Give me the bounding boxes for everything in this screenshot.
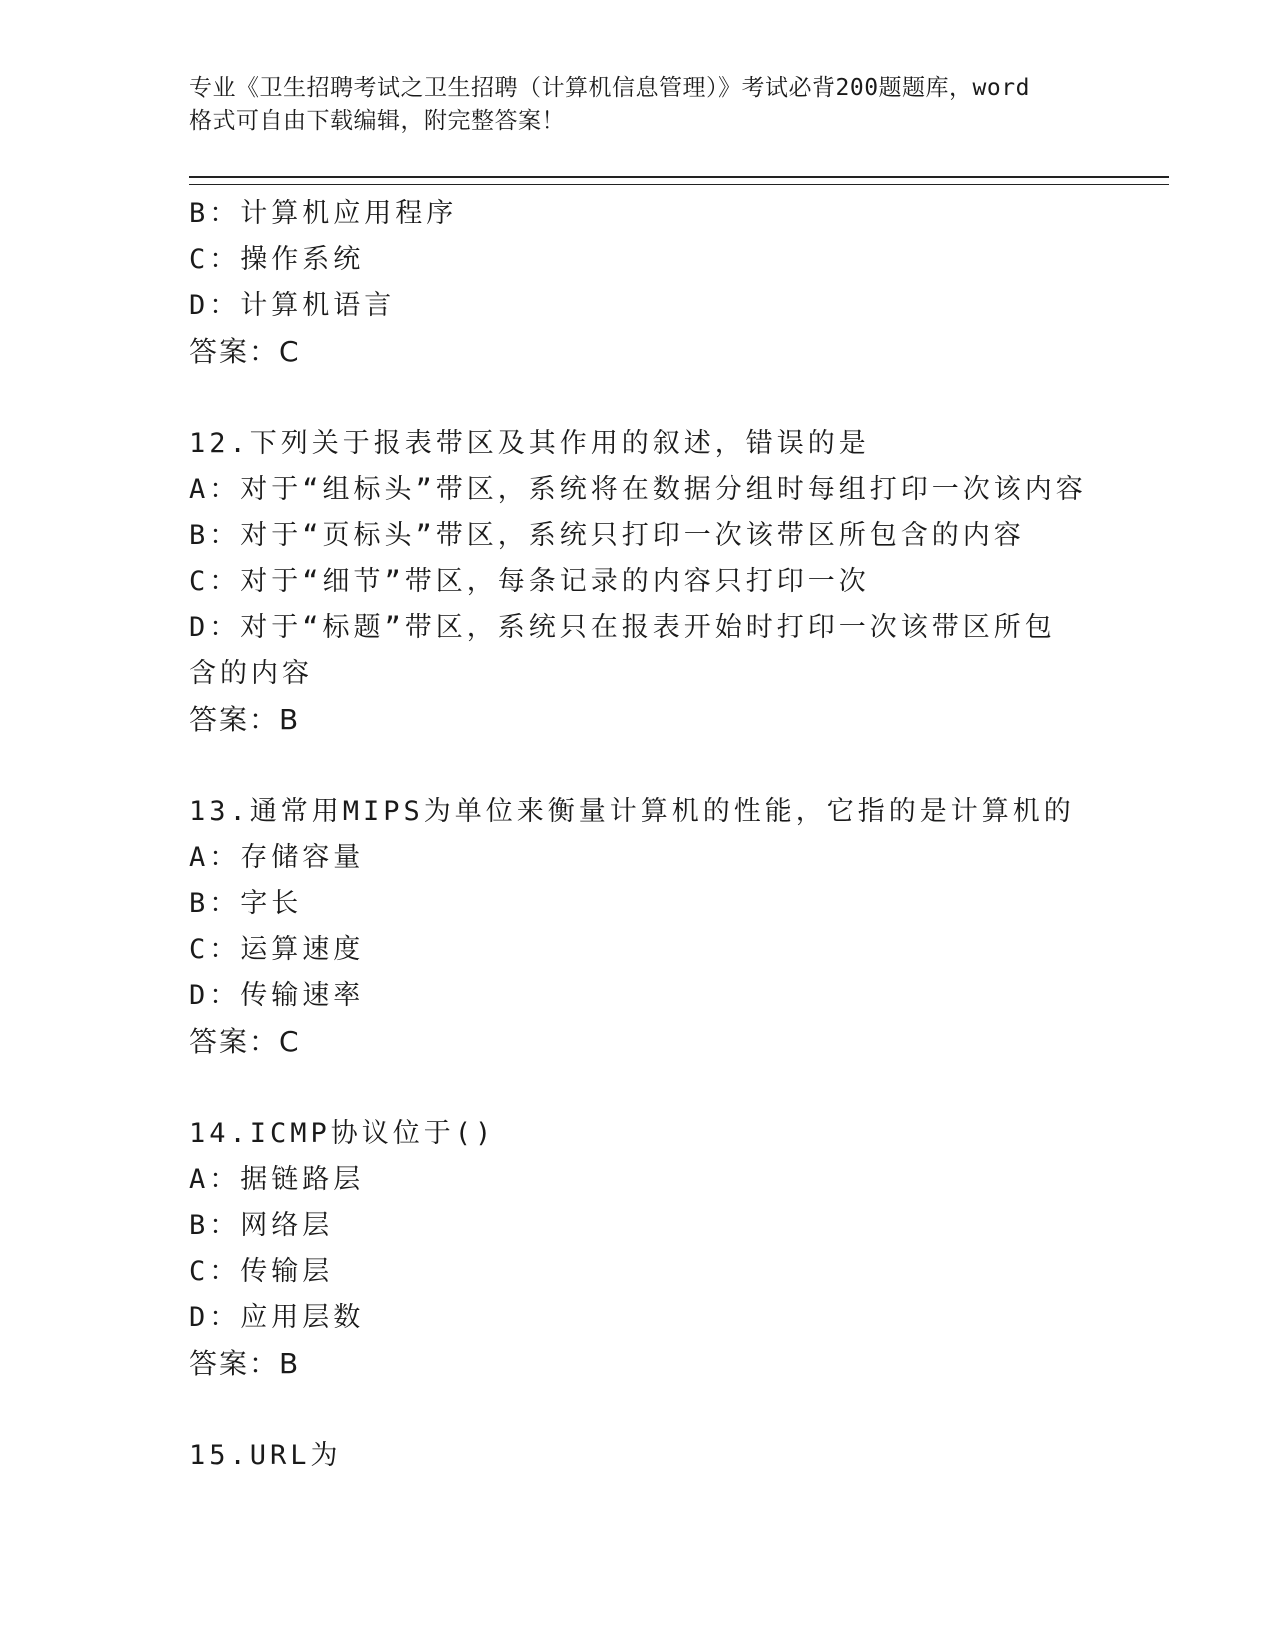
option-a: A：对于“组标头”带区，系统将在数据分组时每组打印一次该内容 xyxy=(189,474,1087,505)
option-a: A：存储容量 xyxy=(189,842,365,873)
header-divider xyxy=(189,176,1169,185)
header-line-1: 专业《卫生招聘考试之卫生招聘（计算机信息管理）》考试必背200题题库，word xyxy=(189,75,1030,101)
question-stem: 15.URL为 xyxy=(189,1440,342,1471)
question-11-block xyxy=(189,191,1169,375)
option-c: C：操作系统 xyxy=(189,244,365,275)
option-b: B：计算机应用程序 xyxy=(189,198,458,229)
question-12-block xyxy=(189,421,1169,743)
document-header xyxy=(189,72,1169,138)
question-list xyxy=(189,191,1169,1479)
question-stem: 14.ICMP协议位于() xyxy=(189,1118,496,1149)
option-a: A：据链路层 xyxy=(189,1164,365,1195)
header-line-2: 格式可自由下载编辑，附完整答案！ xyxy=(189,108,565,134)
option-c: C：对于“细节”带区，每条记录的内容只打印一次 xyxy=(189,566,870,597)
option-d: D：传输速率 xyxy=(189,980,365,1011)
question-13-block xyxy=(189,789,1169,1065)
option-c: C：传输层 xyxy=(189,1256,334,1287)
document-page xyxy=(189,72,1169,1479)
answer-label: 答案：B xyxy=(189,703,301,736)
option-d: D：应用层数 xyxy=(189,1302,365,1333)
answer-label: 答案：C xyxy=(189,1025,301,1058)
answer-label: 答案：C xyxy=(189,335,301,368)
option-c: C：运算速度 xyxy=(189,934,365,965)
question-15-block xyxy=(189,1433,1169,1479)
option-b: B：字长 xyxy=(189,888,303,919)
option-d: D：计算机语言 xyxy=(189,290,396,321)
question-stem: 13.通常用MIPS为单位来衡量计算机的性能，它指的是计算机的 xyxy=(189,796,1075,827)
option-d: D：对于“标题”带区，系统只在报表开始时打印一次该带区所包含的内容 xyxy=(189,612,1056,689)
option-b: B：对于“页标头”带区，系统只打印一次该带区所包含的内容 xyxy=(189,520,1025,551)
question-stem: 12.下列关于报表带区及其作用的叙述，错误的是 xyxy=(189,428,870,459)
option-b: B：网络层 xyxy=(189,1210,334,1241)
answer-label: 答案：B xyxy=(189,1347,301,1380)
question-14-block xyxy=(189,1111,1169,1387)
